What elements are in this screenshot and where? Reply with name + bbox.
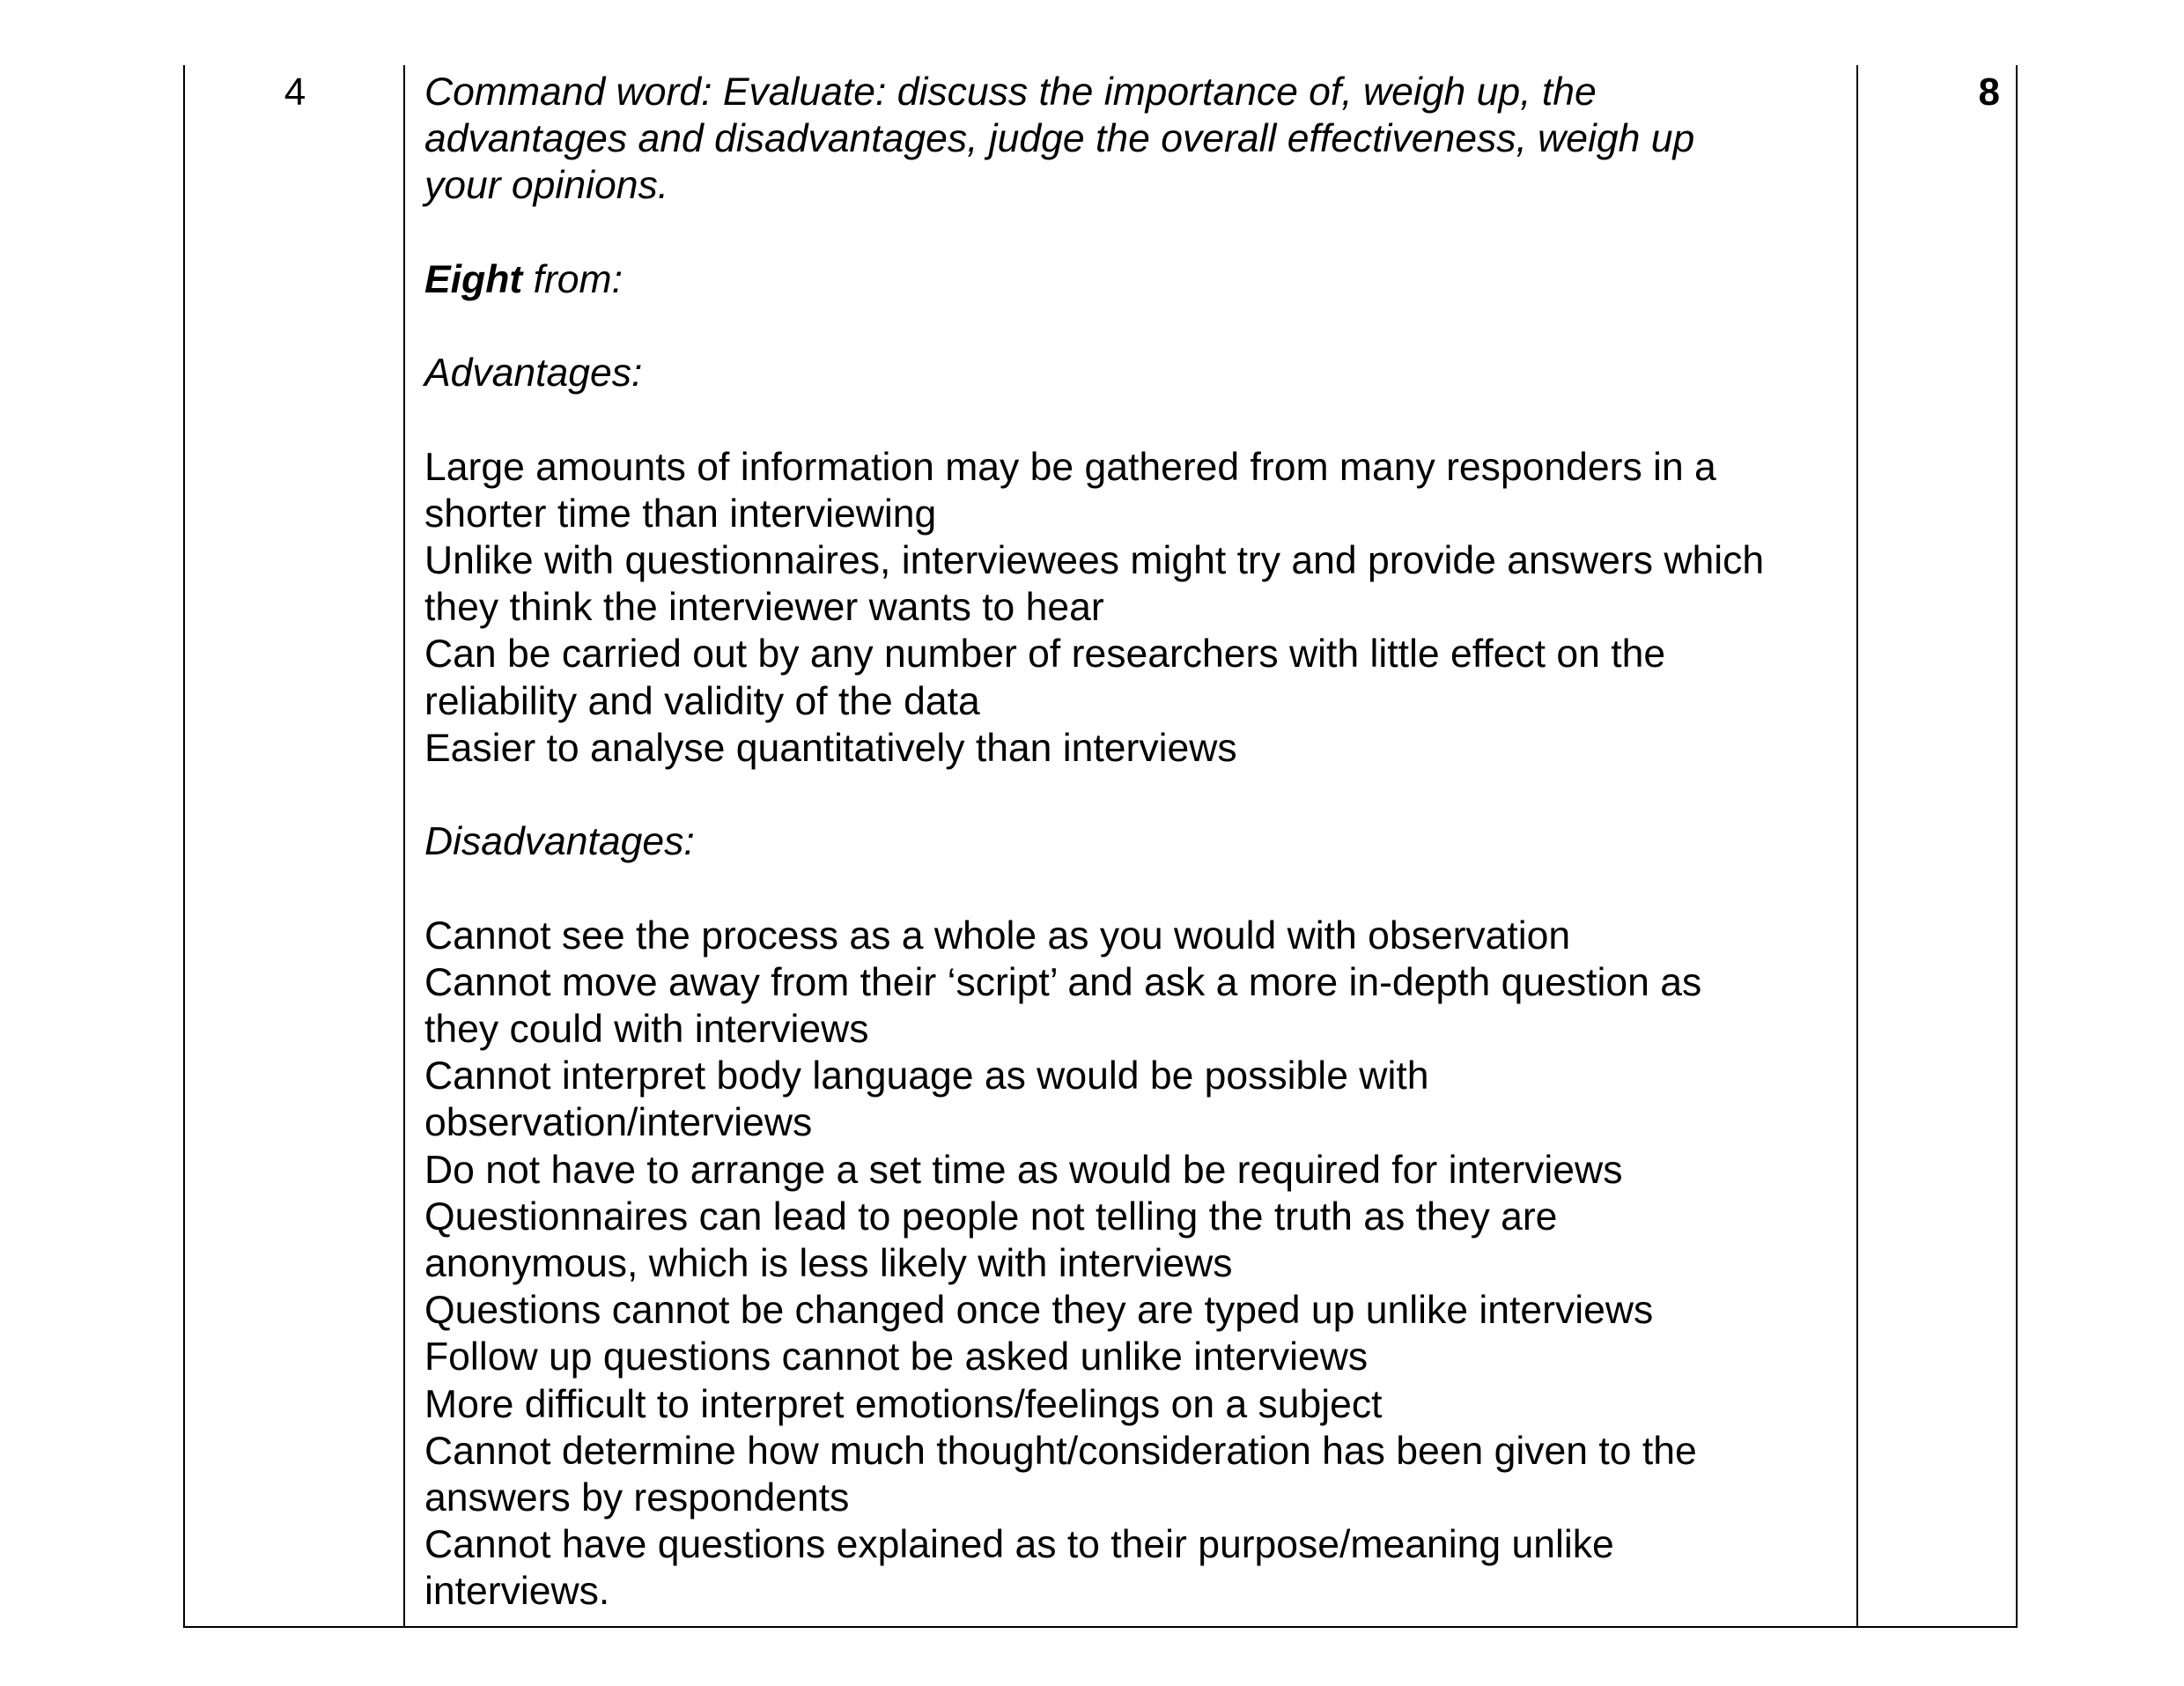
disadvantage-line: Cannot determine how much thought/consideration has been given to the bbox=[424, 1429, 1697, 1473]
marks-cell bbox=[1858, 65, 2016, 1626]
disadvantage-line: Cannot see the process as a whole as you would with observation bbox=[424, 913, 1571, 958]
question-number: 4 bbox=[284, 70, 306, 114]
disadvantage-line: More difficult to interpret emotions/feelings on a subject bbox=[424, 1382, 1383, 1426]
selection-count: Eight bbox=[424, 257, 523, 301]
disadvantage-line: Questionnaires can lead to people not telling the truth as they are bbox=[424, 1194, 1558, 1239]
advantage-line: Can be carried out by any number of researchers with little effect on the bbox=[424, 632, 1666, 677]
advantage-line: shorter time than interviewing bbox=[424, 492, 937, 536]
advantage-line: they think the interviewer wants to hear bbox=[424, 586, 1104, 630]
disadvantage-line: Follow up questions cannot be asked unlike interviews bbox=[424, 1335, 1369, 1379]
advantages-list bbox=[424, 444, 1839, 772]
selection-rest: from: bbox=[522, 257, 623, 301]
disadvantage-line: Cannot interpret body language as would be possible with bbox=[424, 1054, 1429, 1098]
question-number-cell bbox=[185, 65, 405, 1626]
advantage-line: Large amounts of information may be gathered from many responders in a bbox=[424, 445, 1716, 489]
disadvantage-line: anonymous, which is less likely with interviews bbox=[424, 1242, 1233, 1285]
disadvantage-line: Do not have to arrange a set time as would be required for interviews bbox=[424, 1148, 1623, 1192]
command-word-block bbox=[424, 69, 1839, 210]
disadvantage-line: they could with interviews bbox=[424, 1007, 869, 1051]
marks-value: 8 bbox=[1978, 70, 2000, 114]
disadvantage-line: Questions cannot be changed once they are typed up unlike interviews bbox=[424, 1289, 1654, 1333]
advantage-line: Unlike with questionnaires, interviewees might try and provide answers which bbox=[424, 538, 1765, 582]
disadvantage-line: interviews. bbox=[424, 1570, 610, 1614]
disadvantage-line: answers by respondents bbox=[424, 1476, 850, 1520]
disadvantage-line: Cannot have questions explained as to their purpose/meaning unlike bbox=[424, 1523, 1614, 1567]
command-word-line: your opinions. bbox=[424, 164, 669, 208]
advantage-line: reliability and validity of the data bbox=[424, 679, 980, 723]
mark-scheme-table bbox=[183, 65, 2018, 1628]
advantage-line: Easier to analyse quantitatively than interviews bbox=[424, 726, 1237, 770]
disadvantage-line: Cannot move away from their ‘script’ and ask a more in-depth question as bbox=[424, 960, 1702, 1004]
command-word-line: Command word: Evaluate: discuss the importance of, weigh up, the bbox=[424, 70, 1597, 114]
selection-instruction bbox=[424, 256, 1839, 303]
command-word-line: advantages and disadvantages, judge the overall effectiveness, weigh up bbox=[424, 117, 1695, 161]
disadvantage-line: observation/interviews bbox=[424, 1101, 813, 1145]
answer-cell bbox=[405, 65, 1858, 1626]
advantages-heading: Advantages: bbox=[424, 351, 643, 396]
disadvantages-heading: Disadvantages: bbox=[424, 820, 695, 864]
disadvantages-list bbox=[424, 913, 1839, 1616]
